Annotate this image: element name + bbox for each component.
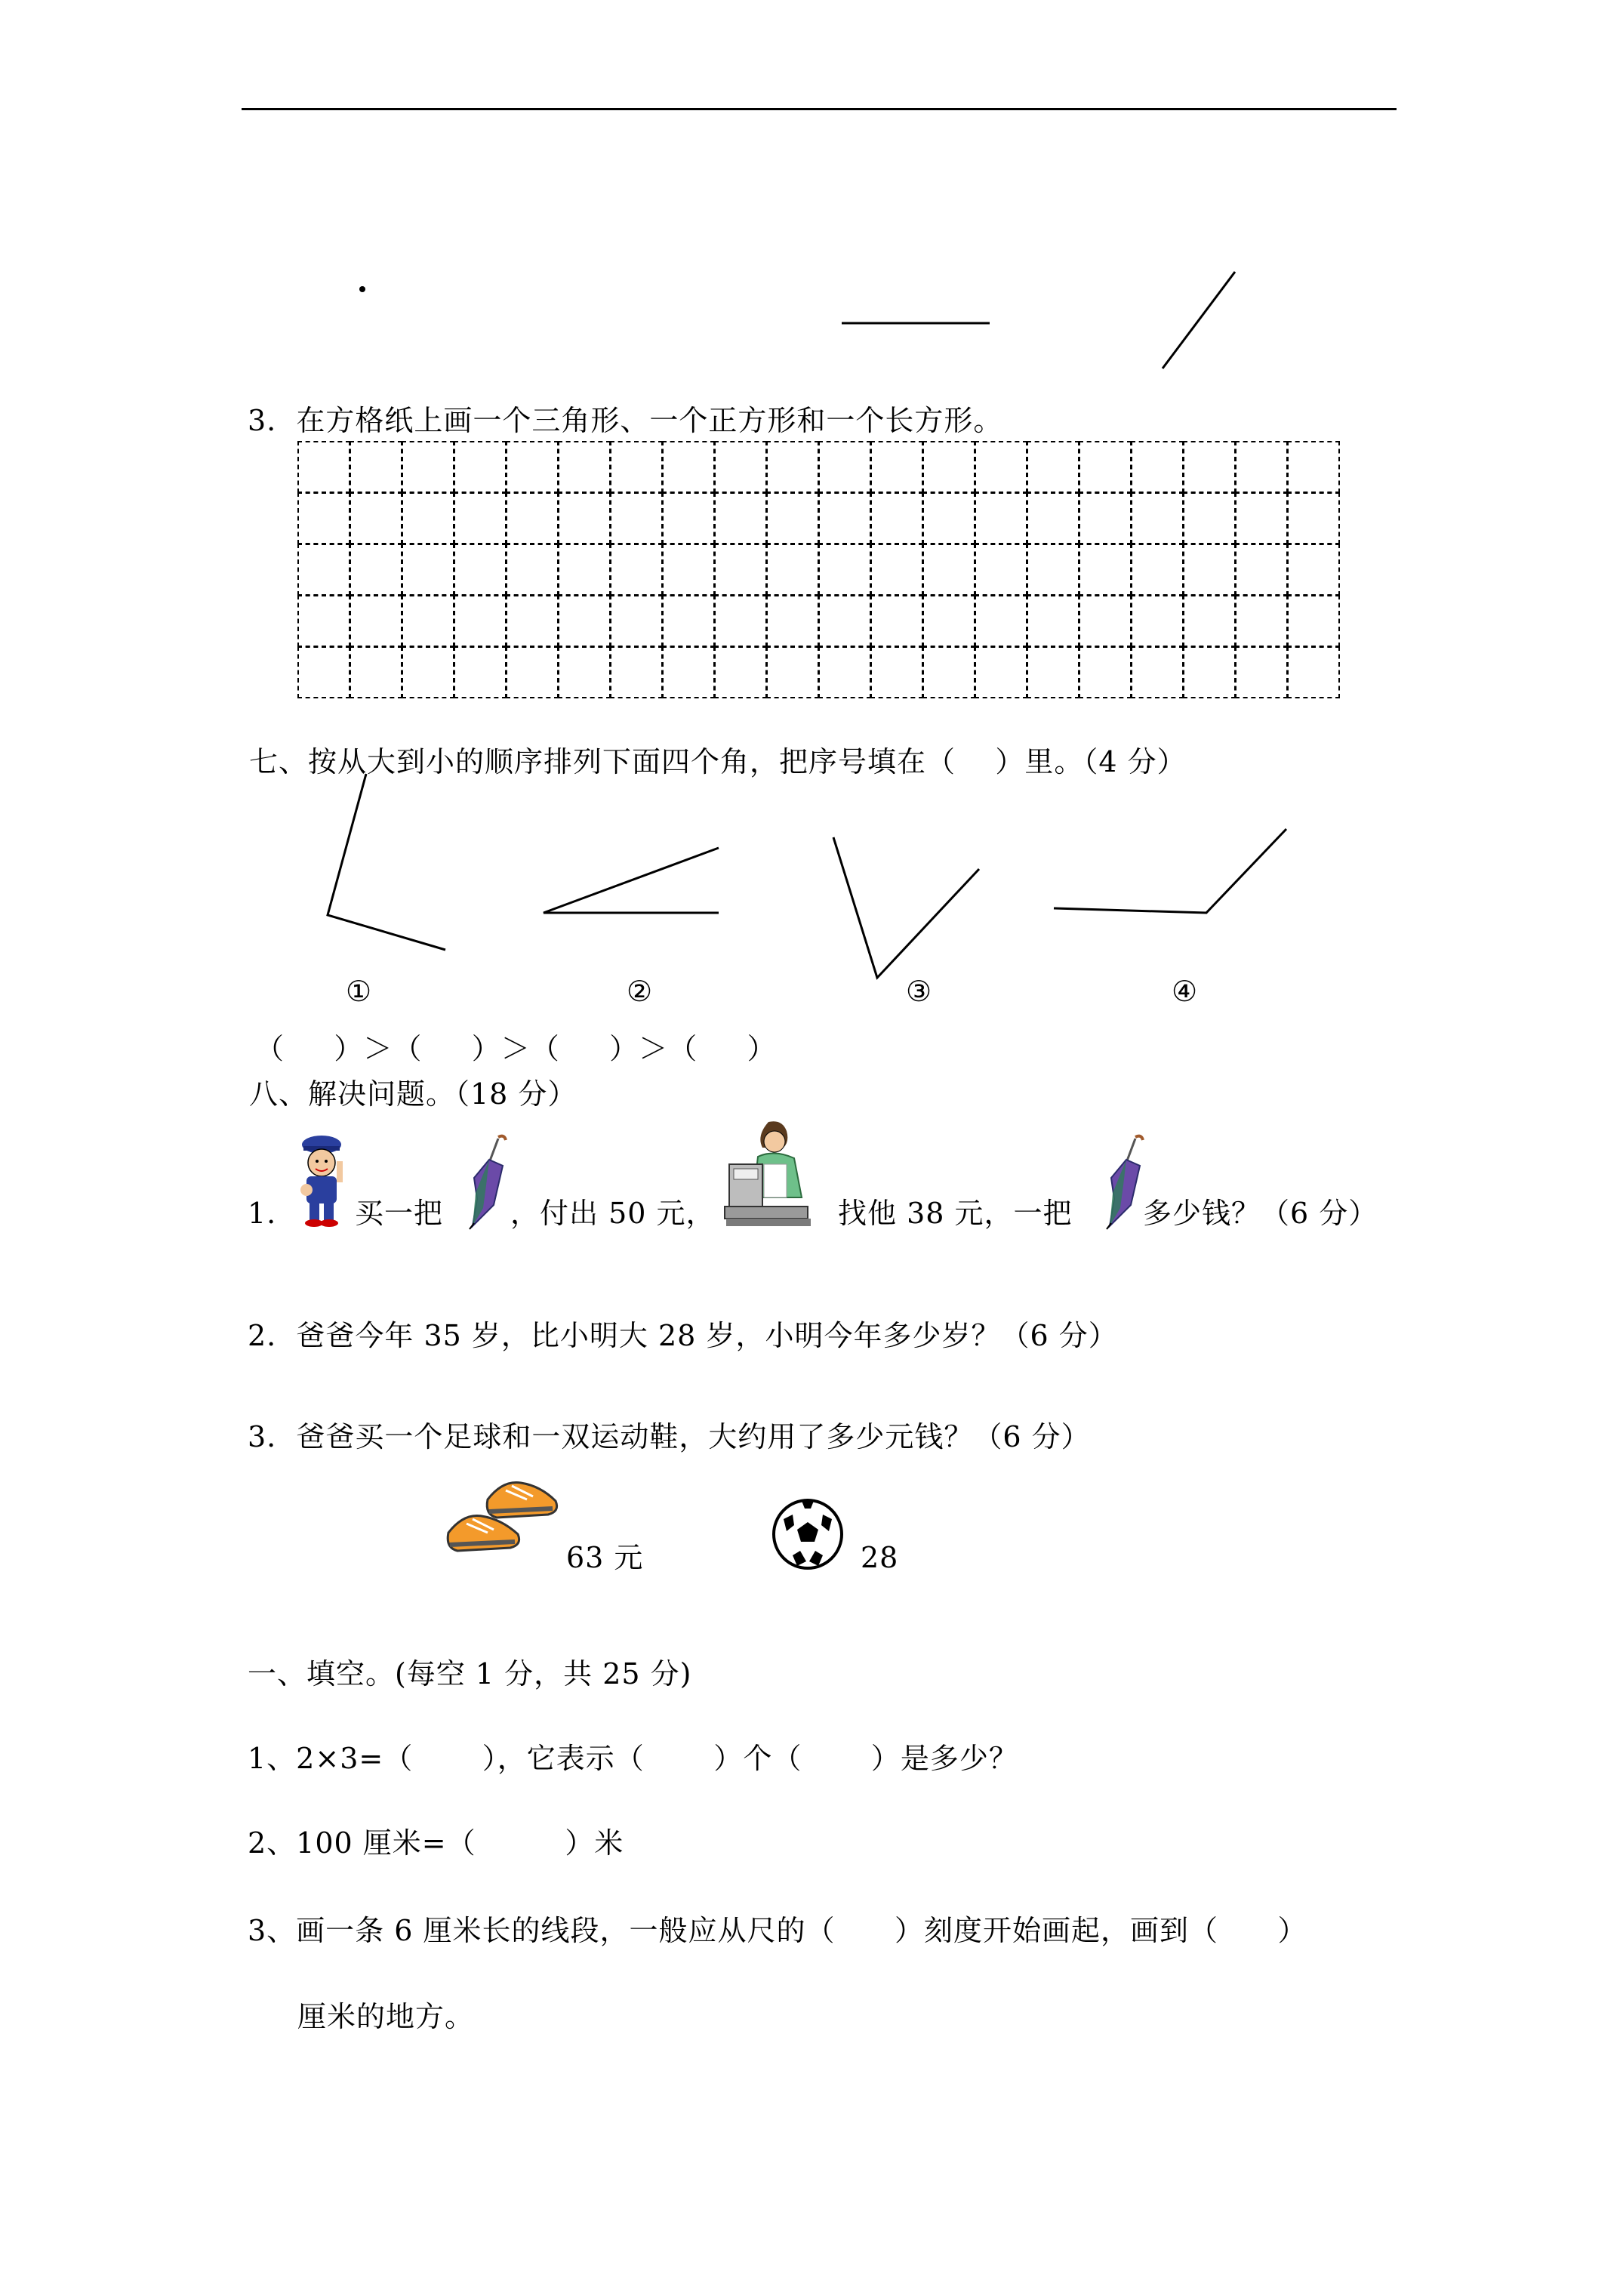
- grid-cell[interactable]: [1183, 441, 1236, 493]
- grid-cell[interactable]: [402, 544, 454, 596]
- grid-cell[interactable]: [714, 595, 767, 647]
- grid-cell[interactable]: [1235, 595, 1288, 647]
- grid-cell[interactable]: [922, 492, 975, 544]
- grid-cell[interactable]: [1287, 441, 1340, 493]
- grid-cell[interactable]: [1027, 595, 1079, 647]
- grid-cell[interactable]: [402, 492, 454, 544]
- angle-label-3: ③: [906, 975, 933, 1008]
- umbrella-icon: [460, 1133, 513, 1231]
- q8-1-text-a: 买一把: [355, 1197, 444, 1230]
- grid-cell[interactable]: [818, 544, 871, 596]
- angle-label-4: ④: [1172, 975, 1199, 1008]
- grid-cell[interactable]: [1235, 646, 1288, 698]
- grid-cell[interactable]: [818, 441, 871, 493]
- grid-cell[interactable]: [350, 441, 402, 493]
- grid-cell[interactable]: [506, 492, 559, 544]
- grid-cell[interactable]: [297, 646, 350, 698]
- grid-cell[interactable]: [610, 595, 663, 647]
- grid-cell[interactable]: [402, 441, 454, 493]
- grid-cell[interactable]: [454, 492, 507, 544]
- grid-cell[interactable]: [506, 544, 559, 596]
- grid-cell[interactable]: [558, 441, 611, 493]
- grid-cell[interactable]: [454, 441, 507, 493]
- grid-cell[interactable]: [766, 646, 819, 698]
- grid-cell[interactable]: [975, 492, 1027, 544]
- s1-q2: 2、100 厘米=（ ）米: [248, 1826, 624, 1860]
- grid-cell[interactable]: [506, 441, 559, 493]
- grid-cell[interactable]: [350, 595, 402, 647]
- grid-cell[interactable]: [1079, 441, 1132, 493]
- cashier-figure: [723, 1119, 814, 1232]
- grid-cell[interactable]: [662, 595, 715, 647]
- grid-cell[interactable]: [714, 646, 767, 698]
- grid-cell[interactable]: [297, 441, 350, 493]
- ball-price: 28: [861, 1541, 899, 1574]
- grid-cell[interactable]: [662, 492, 715, 544]
- grid-cell[interactable]: [922, 544, 975, 596]
- grid-cell[interactable]: [1027, 441, 1079, 493]
- grid-cell[interactable]: [610, 646, 663, 698]
- grid-cell[interactable]: [818, 492, 871, 544]
- grid-cell[interactable]: [1183, 492, 1236, 544]
- grid-cell[interactable]: [610, 492, 663, 544]
- q8-1-text-d: 多少钱？（6 分）: [1143, 1197, 1378, 1230]
- grid-cell[interactable]: [1287, 544, 1340, 596]
- football-image: [770, 1496, 845, 1572]
- grid-cell[interactable]: [766, 544, 819, 596]
- grid-cell[interactable]: [1183, 595, 1236, 647]
- grid-cell[interactable]: [350, 646, 402, 698]
- grid-cell[interactable]: [870, 544, 923, 596]
- q8-1-number: 1.: [248, 1197, 277, 1230]
- grid-cell[interactable]: [1079, 595, 1132, 647]
- grid-cell[interactable]: [297, 595, 350, 647]
- grid-cell[interactable]: [922, 441, 975, 493]
- grid-cell[interactable]: [454, 595, 507, 647]
- grid-cell[interactable]: [1287, 646, 1340, 698]
- grid-cell[interactable]: [558, 646, 611, 698]
- grid-cell[interactable]: [1027, 544, 1079, 596]
- sneakers-image: [442, 1469, 563, 1567]
- grid-cell[interactable]: [870, 441, 923, 493]
- grid-cell[interactable]: [1131, 595, 1184, 647]
- q8-3: 3. 爸爸买一个足球和一双运动鞋，大约用了多少元钱？（6 分）: [248, 1420, 1091, 1453]
- grid-cell[interactable]: [1235, 492, 1288, 544]
- grid-cell[interactable]: [714, 492, 767, 544]
- grid-cell[interactable]: [818, 595, 871, 647]
- grid-cell[interactable]: [870, 492, 923, 544]
- grid-cell[interactable]: [870, 646, 923, 698]
- angle-3: [833, 837, 979, 978]
- angle-label-2: ②: [627, 975, 654, 1008]
- q8-2: 2. 爸爸今年 35 岁，比小明大 28 岁，小明今年多少岁？（6 分）: [248, 1319, 1118, 1352]
- section-1-title: 一、填空。(每空 1 分，共 25 分): [248, 1657, 692, 1690]
- grid-cell[interactable]: [1287, 595, 1340, 647]
- grid-cell[interactable]: [870, 595, 923, 647]
- s1-q3: 3、画一条 6 厘米长的线段，一般应从尺的（ ）刻度开始画起，画到（ ）: [248, 1914, 1307, 1947]
- grid-cell[interactable]: [1235, 441, 1288, 493]
- grid-cell[interactable]: [975, 646, 1027, 698]
- angle-label-1: ①: [346, 975, 373, 1008]
- grid-cell[interactable]: [1131, 544, 1184, 596]
- grid-cell[interactable]: [297, 492, 350, 544]
- angle-1: [328, 774, 445, 950]
- q8-1-text-b: ，付出 50 元，: [510, 1197, 716, 1230]
- s1-q1: 1、2×3=（ ），它表示（ ）个（ ）是多少？: [248, 1742, 1018, 1775]
- grid-cell[interactable]: [766, 595, 819, 647]
- grid-cell[interactable]: [975, 544, 1027, 596]
- grid-cell[interactable]: [350, 544, 402, 596]
- grid-cell[interactable]: [1027, 646, 1079, 698]
- grid-cell[interactable]: [818, 646, 871, 698]
- grid-cell[interactable]: [1079, 646, 1132, 698]
- grid-cell[interactable]: [1027, 492, 1079, 544]
- grid-cell[interactable]: [766, 492, 819, 544]
- s1-q3-cont: 厘米的地方。: [297, 2000, 475, 2033]
- grid-cell[interactable]: [402, 595, 454, 647]
- grid-cell[interactable]: [297, 544, 350, 596]
- grid-cell[interactable]: [662, 441, 715, 493]
- section-7-title: 七、按从大到小的顺序排列下面四个角，把序号填在（ ）里。（4 分）: [249, 745, 1187, 778]
- grid-cell[interactable]: [975, 441, 1027, 493]
- grid-cell[interactable]: [766, 441, 819, 493]
- grid-cell[interactable]: [975, 595, 1027, 647]
- grid-cell[interactable]: [506, 646, 559, 698]
- angle-2: [544, 848, 719, 913]
- angle-4: [1054, 829, 1286, 913]
- grid-cell[interactable]: [506, 595, 559, 647]
- order-answer-line[interactable]: （ ）＞（ ）＞（ ）＞（ ）: [255, 1032, 777, 1065]
- grid-cell[interactable]: [1131, 646, 1184, 698]
- grid-cell[interactable]: [558, 492, 611, 544]
- grid-cell[interactable]: [1131, 441, 1184, 493]
- grid-cell[interactable]: [1131, 492, 1184, 544]
- grid-cell[interactable]: [662, 646, 715, 698]
- grid-cell[interactable]: [1183, 544, 1236, 596]
- shoes-price: 63 元: [566, 1541, 644, 1574]
- grid-cell[interactable]: [1079, 492, 1132, 544]
- section-8-title: 八、解决问题。（18 分）: [249, 1077, 577, 1111]
- boy-figure: [296, 1134, 355, 1228]
- grid-cell[interactable]: [1235, 544, 1288, 596]
- grid-cell[interactable]: [454, 544, 507, 596]
- grid-cell[interactable]: [558, 595, 611, 647]
- grid-cell[interactable]: [558, 544, 611, 596]
- grid-cell[interactable]: [662, 544, 715, 596]
- grid-cell[interactable]: [714, 544, 767, 596]
- grid-cell[interactable]: [1079, 544, 1132, 596]
- grid-cell[interactable]: [610, 441, 663, 493]
- grid-cell[interactable]: [610, 544, 663, 596]
- grid-cell[interactable]: [1287, 492, 1340, 544]
- question-6-3: 3. 在方格纸上画一个三角形、一个正方形和一个长方形。: [248, 404, 1003, 437]
- grid-cell[interactable]: [402, 646, 454, 698]
- grid-cell[interactable]: [922, 595, 975, 647]
- point-figure: [359, 286, 365, 292]
- q8-1-text-c: 找他 38 元，一把: [838, 1197, 1073, 1230]
- grid-cell[interactable]: [1183, 646, 1236, 698]
- line-figure: [1163, 272, 1235, 368]
- grid-cell[interactable]: [350, 492, 402, 544]
- grid-paper[interactable]: [297, 441, 1339, 698]
- grid-cell[interactable]: [714, 441, 767, 493]
- grid-cell[interactable]: [922, 646, 975, 698]
- grid-cell[interactable]: [454, 646, 507, 698]
